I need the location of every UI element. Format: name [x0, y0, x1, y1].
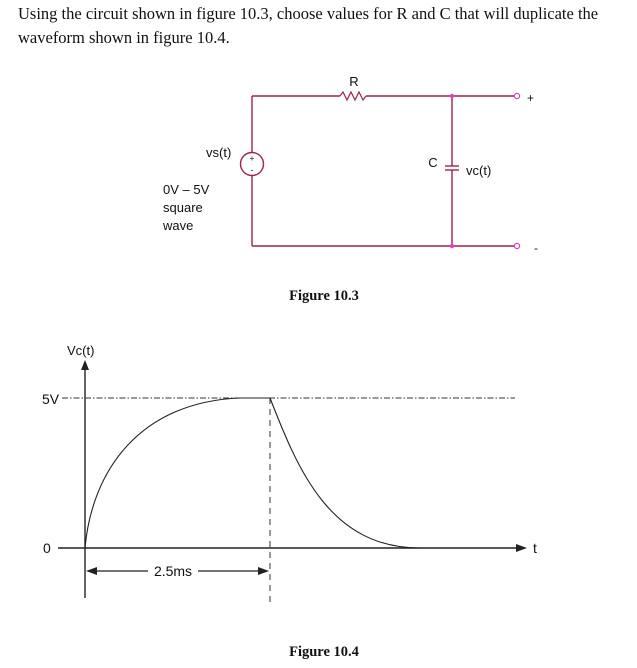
source-desc-line-2: square: [163, 200, 203, 215]
source-voltage-label: vs(t): [206, 145, 232, 160]
interval-label: 2.5ms: [153, 563, 193, 579]
x-axis-label: t: [533, 540, 537, 556]
interval-arrow-left-icon: [86, 567, 97, 575]
question-text: Using the circuit shown in figure 10.3, choose values for R and C that will duplicate the waveform shown in figure 10.4.: [18, 4, 599, 47]
level-high-label: 5V: [42, 391, 60, 407]
source-desc-line-3: wave: [163, 218, 194, 233]
charging-curve: [85, 398, 270, 548]
source-plus-sign: +: [249, 154, 255, 163]
y-axis-label: Vc(t): [67, 343, 95, 358]
figure-10-3-caption: Figure 10.3: [289, 288, 359, 304]
capacitor-label: C: [428, 155, 438, 170]
level-zero-label: 0: [43, 540, 51, 556]
node-bottom: [450, 244, 454, 248]
interval-arrow-right-icon: [258, 567, 269, 575]
resistor-symbol: [340, 92, 366, 100]
terminal-top: [514, 93, 519, 98]
source-desc-line-1: 0V – 5V: [163, 182, 210, 197]
terminal-bottom: [514, 243, 519, 248]
y-axis-arrow-icon: [81, 360, 89, 370]
discharging-curve: [270, 398, 432, 548]
x-axis-arrow-icon: [516, 544, 527, 552]
output-plus-label: +: [527, 91, 535, 105]
output-voltage-label: vc(t): [466, 163, 492, 178]
figure-10-4-caption: Figure 10.4: [289, 644, 359, 660]
output-minus-label: -: [534, 241, 538, 255]
resistor-label: R: [349, 74, 359, 89]
node-top: [450, 94, 454, 98]
source-minus-sign: -: [250, 165, 254, 175]
waveform-plot: [42, 343, 537, 605]
circuit-diagram: [162, 74, 538, 255]
